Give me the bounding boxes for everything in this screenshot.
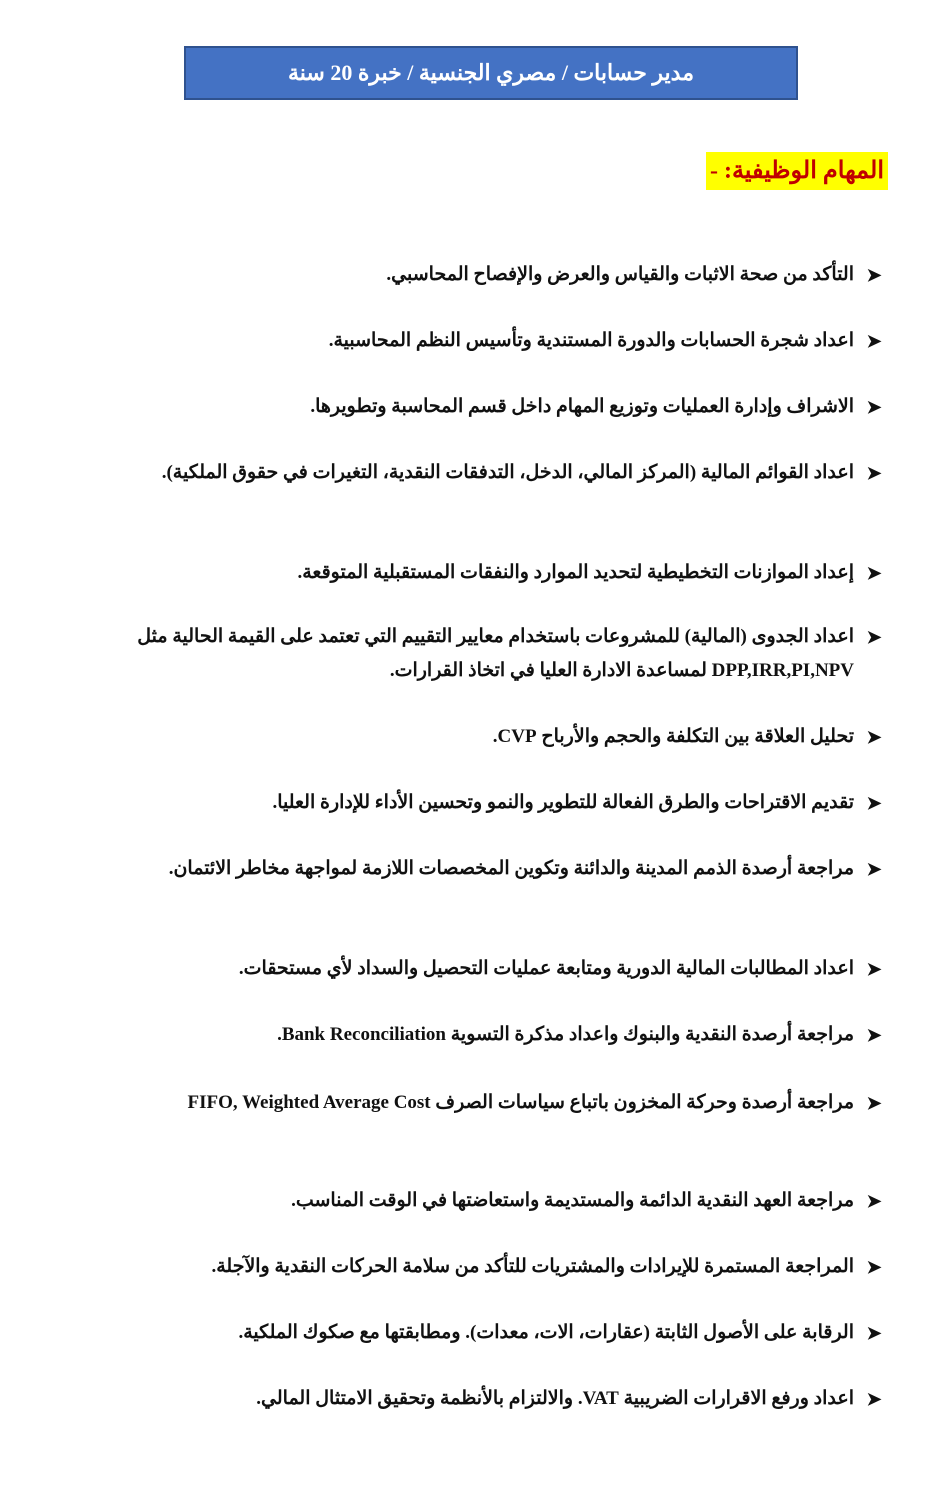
task-text: مراجعة أرصدة النقدية والبنوك واعداد مذكرة التسوية Bank Reconciliation. bbox=[277, 1024, 854, 1045]
task-text: اعداد القوائم المالية (المركز المالي، الدخل، التدفقات النقدية، التغيرات في حقوق الملكية). bbox=[161, 462, 854, 483]
task-item bbox=[134, 258, 882, 292]
arrowhead-bullet-icon: ➤ bbox=[866, 265, 882, 285]
arrowhead-bullet-icon: ➤ bbox=[866, 727, 882, 747]
page-title: مدير حسابات / مصري الجنسية / خبرة 20 سنة bbox=[288, 60, 694, 85]
page-title-box bbox=[184, 46, 798, 100]
task-item bbox=[134, 1086, 882, 1120]
task-item bbox=[134, 1382, 882, 1416]
task-text: تقديم الاقتراحات والطرق الفعالة للتطوير والنمو وتحسين الأداء للإدارة العليا. bbox=[272, 792, 854, 813]
task-item bbox=[134, 556, 882, 590]
task-text: المراجعة المستمرة للإيرادات والمشتريات للتأكد من سلامة الحركات النقدية والآجلة. bbox=[211, 1256, 854, 1277]
arrowhead-bullet-icon: ➤ bbox=[866, 959, 882, 979]
task-text: اعداد شجرة الحسابات والدورة المستندية وتأسيس النظم المحاسبية. bbox=[328, 330, 854, 351]
task-item bbox=[134, 456, 882, 490]
arrowhead-bullet-icon: ➤ bbox=[866, 397, 882, 417]
task-text: الرقابة على الأصول الثابتة (عقارات، الات، معدات). ومطابقتها مع صكوك الملكية. bbox=[238, 1322, 854, 1343]
task-item bbox=[134, 720, 882, 754]
arrowhead-bullet-icon: ➤ bbox=[866, 793, 882, 813]
task-item bbox=[134, 1316, 882, 1350]
task-text: مراجعة أرصدة الذمم المدينة والدائنة وتكوين المخصصات اللازمة لمواجهة مخاطر الائتمان. bbox=[168, 858, 854, 879]
arrowhead-bullet-icon: ➤ bbox=[866, 1093, 882, 1113]
arrowhead-bullet-icon: ➤ bbox=[866, 627, 882, 647]
task-item bbox=[134, 390, 882, 424]
task-text: التأكد من صحة الاثبات والقياس والعرض والإفصاح المحاسبي. bbox=[386, 264, 854, 285]
arrowhead-bullet-icon: ➤ bbox=[866, 563, 882, 583]
task-item bbox=[124, 1250, 882, 1284]
arrowhead-bullet-icon: ➤ bbox=[866, 1323, 882, 1343]
arrowhead-bullet-icon: ➤ bbox=[866, 331, 882, 351]
arrowhead-bullet-icon: ➤ bbox=[866, 463, 882, 483]
task-text: مراجعة أرصدة وحركة المخزون باتباع سياسات الصرف FIFO, Weighted Average Cost bbox=[187, 1092, 854, 1113]
task-item bbox=[134, 852, 882, 886]
task-item bbox=[134, 620, 882, 688]
arrowhead-bullet-icon: ➤ bbox=[866, 1389, 882, 1409]
task-text: الاشراف وإدارة العمليات وتوزيع المهام داخل قسم المحاسبة وتطويرها. bbox=[310, 396, 854, 417]
task-item bbox=[134, 786, 882, 820]
task-text: مراجعة العهد النقدية الدائمة والمستديمة واستعاضتها في الوقت المناسب. bbox=[291, 1190, 854, 1211]
task-item bbox=[134, 324, 882, 358]
arrowhead-bullet-icon: ➤ bbox=[866, 1025, 882, 1045]
task-text: اعداد ورفع الاقرارات الضريبية VAT. والالتزام بالأنظمة وتحقيق الامتثال المالي. bbox=[256, 1388, 854, 1409]
task-item bbox=[124, 1018, 882, 1052]
task-text: إعداد الموازنات التخطيطية لتحديد الموارد والنفقات المستقبلية المتوقعة. bbox=[297, 562, 854, 583]
task-item bbox=[134, 1184, 882, 1218]
arrowhead-bullet-icon: ➤ bbox=[866, 1191, 882, 1211]
task-text: اعداد المطالبات المالية الدورية ومتابعة عمليات التحصيل والسداد لأي مستحقات. bbox=[238, 958, 854, 979]
task-text: اعداد الجدوى (المالية) للمشروعات باستخدام معايير التقييم التي تعتمد على القيمة الحالية مثل DPP,IRR,PI,NPV لمساعدة الادارة العليا في اتخاذ القرارات. bbox=[137, 626, 854, 681]
task-text: تحليل العلاقة بين التكلفة والحجم والأرباح CVP. bbox=[492, 726, 854, 747]
section-heading: المهام الوظيفية: - bbox=[706, 152, 888, 190]
arrowhead-bullet-icon: ➤ bbox=[866, 1257, 882, 1277]
task-item bbox=[134, 952, 882, 986]
arrowhead-bullet-icon: ➤ bbox=[866, 859, 882, 879]
